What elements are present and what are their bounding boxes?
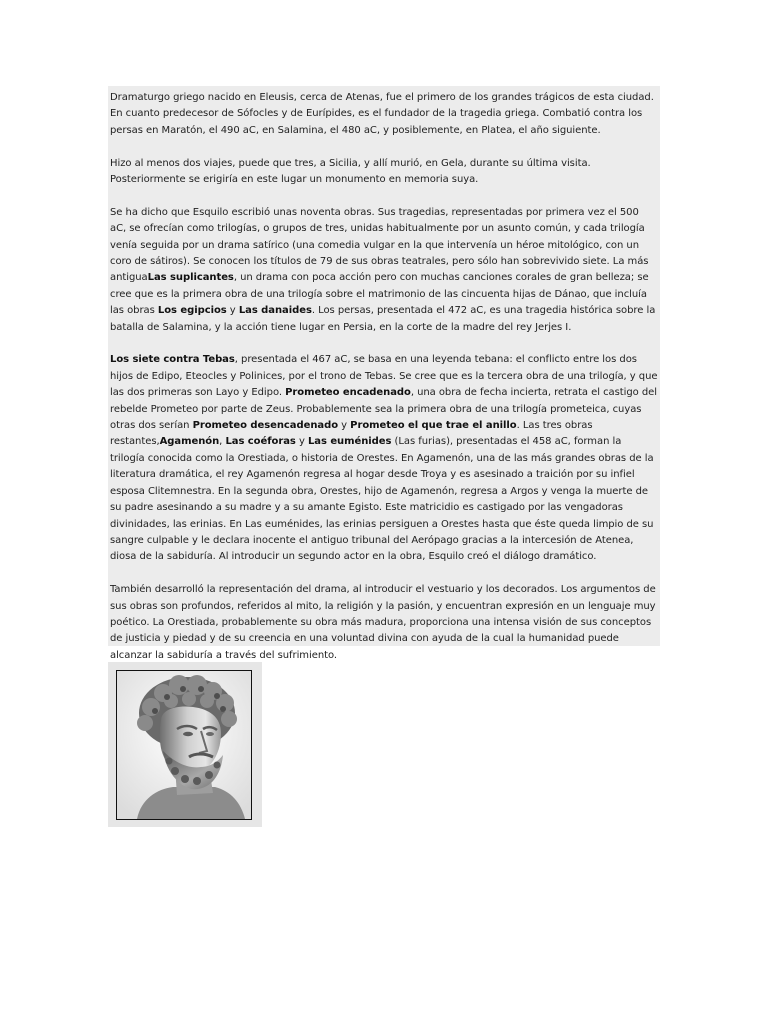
text-run: Dramaturgo griego nacido en Eleusis, cerca de Atenas, fue el primero de los grandes trágicos de esta ciudad. En cuanto predecesor de Sófocles y de Eurípides, es el fundador de la tragedia griega. Combatió contra los persas en Maratón, el 490 aC, en Salamina, el 480 aC, y posiblemente, en Platea, el año siguiente. xyxy=(110,92,654,136)
bold-title: Las suplicantes xyxy=(147,272,234,284)
bold-title: Agamenón xyxy=(159,436,220,448)
text-run: También desarrolló la representación del drama, al introducir el vestuario y los decorados. Los argumentos de sus obras son profundos, referidos al mito, la religión y la pasión, y encuentran expresión en un lenguaje muy poético. La Orestiada, probablemente su obra más madura, proporciona una intensa visión de sus conceptos de justicia y piedad y de su creencia en una voluntad divina con ayuda de la cual la humanidad puede alcanzar la sabiduría a través del sufrimiento. xyxy=(110,584,656,661)
text-run: (Las furias), presentadas el 458 aC, forman la trilogía conocida como la Orestiada, o historia de Orestes. En Agamenón, una de las más grandes obras de la literatura dramática, el rey Agamenón regresa al hogar desde Troya y es asesinado a traición por su infiel esposa Clitemnestra. En la segunda obra, Orestes, hijo de Agamenón, regresa a Argos y venga la muerte de su padre asesinando a su madre y a su amante Egisto. Este matricidio es castigado por las vengadoras divinidades, las erinias. En Las euménides, las erinias persiguen a Orestes hasta que éste queda limpio de su sangre culpable y le declara inocente el antiguo tribunal del Aerópago gracias a la intercesión de Atenea, diosa de la sabiduría. Al introducir un segundo actor en la obra, Esquilo creó el diálogo dramático. xyxy=(110,436,654,563)
bold-title: Las danaides xyxy=(238,305,312,317)
bold-title: Los siete contra Tebas xyxy=(110,354,235,366)
bold-title: Las coéforas xyxy=(225,436,296,448)
text-run: y xyxy=(338,420,351,432)
text-run: Se ha dicho que Esquilo escribió unas noventa obras. Sus tragedias, representadas por primera vez el 500 aC, se ofrecían como trilogías, o grupos de tres, unidas habitualmente por un asunto común, y cada trilogía venía seguida por un drama satírico (una comedia vulgar en la que intervenía un héroe mitológico, con un coro de sátiros). Se conocen los títulos de 79 de sus obras teatrales, pero sólo han sobrevivido siete. La más antigua xyxy=(110,206,649,284)
paragraph-5 xyxy=(110,582,658,664)
bold-title: Los egipcios xyxy=(157,305,227,317)
bold-title: Prometeo desencadenado xyxy=(192,420,339,432)
text-run: . Los persas, presentada el 472 aC, es una tragedia histórica sobre la batalla de Salamina, y la acción tiene lugar en Persia, en la corte de la madre del rey Jerjes I. xyxy=(110,305,656,333)
bust-portrait-icon xyxy=(116,670,252,820)
paragraph-1 xyxy=(110,90,658,139)
text-run: , un drama con poca acción pero con muchas canciones corales de gran belleza; se cree que es la primera obra de una trilogía sobre el matrimonio de las cincuenta hijas de Dánao, que incluía las obras xyxy=(110,272,649,317)
text-run: . Las tres obras restantes, xyxy=(110,420,593,448)
bold-title: Prometeo el que trae el anillo xyxy=(350,420,517,432)
text-run: Hizo al menos dos viajes, puede que tres, a Sicilia, y allí murió, en Gela, durante su última visita. Posteriormente se erigiría en este lugar un monumento en memoria suya. xyxy=(110,157,591,186)
paragraph-3 xyxy=(110,205,658,336)
text-run: , presentada el 467 aC, se basa en una leyenda tebana: el conflicto entre los dos hijos de Edipo, Eteocles y Polinices, por el trono de Tebas. Se cree que es la tercera obra de una trilogía, y que las dos primeras son Layo y Edipo. xyxy=(110,354,658,399)
text-run: y xyxy=(295,436,308,448)
paragraph-4 xyxy=(110,352,658,565)
bold-title: Las euménides xyxy=(307,436,392,448)
portrait-frame xyxy=(108,662,262,827)
text-run: , una obra de fecha incierta, retrata el castigo del rebelde Prometeo por parte de Zeus. Probablemente sea la primera obra de una trilogía prometeica, cuyas otras dos serían xyxy=(110,387,658,432)
article-text xyxy=(108,86,660,661)
paragraph-2 xyxy=(110,156,658,189)
text-run: y xyxy=(226,305,239,317)
text-run: , xyxy=(219,436,226,448)
bold-title: Prometeo encadenado xyxy=(285,387,411,399)
